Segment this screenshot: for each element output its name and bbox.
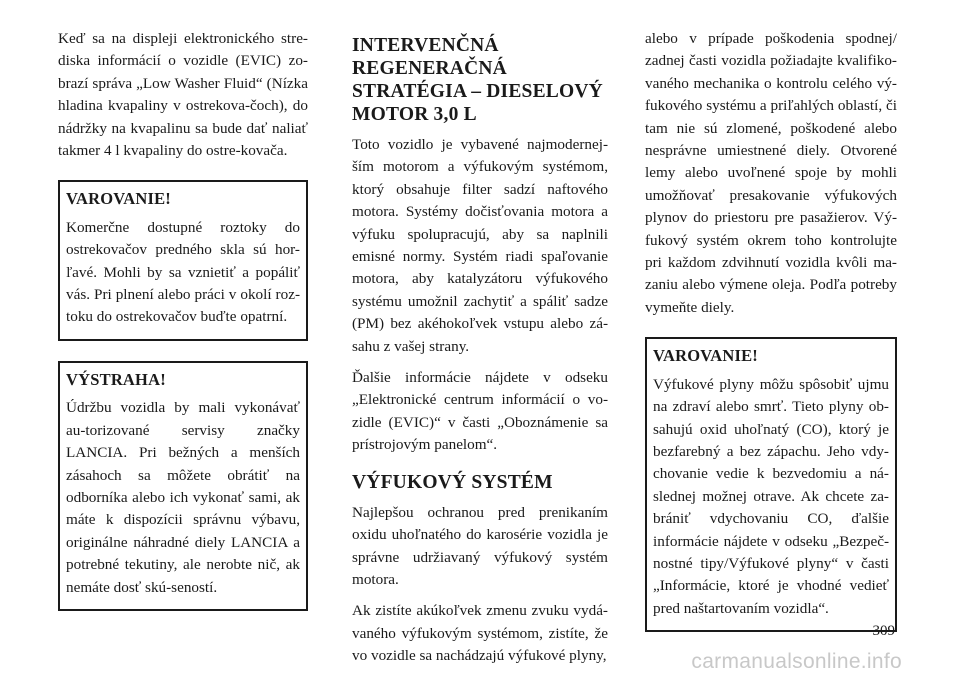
caution-box-maintenance <box>58 361 308 611</box>
exhaust-change-paragraph: Ak zistíte akúkoľvek zmenu zvuku vydá-vaného výfukovým systémom, zistíte, že vo vozidle sa nachádzajú výfukové plyny, <box>352 602 608 665</box>
page-number: 309 <box>872 623 895 639</box>
warning-box-washer <box>58 180 308 340</box>
warning-box-exhaust <box>645 337 897 632</box>
warning-title: VAROVANIE! <box>653 346 758 366</box>
warning-title: VAROVANIE! <box>66 189 171 209</box>
caution-text: Údržbu vozidla by mali vykonávať au-torizované servisy značky LANCIA. Pri bežných a menších zásahoch sa môžete obrátiť na odborníka alebo ich vykonať sami, ak máte k dispozícii správnu výbavu, originálne náhradné diely LANCIA a potrebné tekutiny, ale nerobte nič, ak nemáte dosť skú-seností. <box>66 399 300 596</box>
exhaust-inspection-paragraph: alebo v prípade poškodenia spodnej/ zadnej časti vozidla požiadajte kvalifiko-vaného mechanika o kontrolu celého vý-fukového systému a priľahlých oblastí, či tam nie sú zlomené, poškodené alebo nesprávne umiestnené diely. Otvorené lemy alebo uvoľnené spoje by mohli umožňovať presakovanie výfukových plynov do priestoru pre pasažierov. Vý-fukový systém okrem toho kontrolujte pri každom zdvihnutí vozidla kvôli ma-zaniu alebo výmene oleja. Podľa potreby vymeňte diely. <box>645 30 897 316</box>
exhaust-protection-paragraph: Najlepšou ochranou pred prenikaním oxidu uhoľnatého do karosérie vozidla je správne udržiavaný výfukový systém motora. <box>352 503 608 588</box>
evic-reference-paragraph: Ďalšie informácie nájdete v odseku „Elektronické centrum informácií o vo-zidle (EVIC)“ v časti „Oboznámenie sa prístrojovým panelom“. <box>352 369 608 454</box>
warning-text: Komerčne dostupné roztoky do ostrekovačov predného skla sú hor-ľavé. Mohli by sa vznietiť a popáliť vás. Pri plnení alebo práci v okolí roz-toku do ostrekovačov buďte opatrní. <box>66 218 300 326</box>
watermark-text: carmanualsonline.info <box>691 650 902 673</box>
washer-fluid-paragraph: Keď sa na displeji elektronického stre-diska informácií o vozidle (EVIC) zo-brazí správa „Low Washer Fluid“ (Nízka hladina kvapaliny v ostrekova-čoch), do nádržky na kvapalinu sa bude dať naliať takmer 4 l kvapaliny do ostre-kovača. <box>58 30 308 160</box>
regeneration-paragraph: Toto vozidlo je vybavené najmodernej-ším motorom a výfukovým systémom, ktorý obsahuje filter sadzí naftového motora. Systémy dočisťovania motora a výfuku spolupracujú, aby sa naplnili emisné normy. Systém riadi spaľovanie motora, aby katalyzátoru výfukového systému umožnil zachytiť a spáliť sadze (PM) bez akéhokoľvek vstupu alebo zá-sahu z vašej strany. <box>352 136 608 355</box>
section-heading-regeneration: INTERVENČNÁ REGENERAČNÁ STRATÉGIA – DIESELOVÝ MOTOR 3,0 L <box>352 35 603 125</box>
column-right <box>645 28 897 652</box>
column-left <box>58 28 308 631</box>
warning-text: Výfukové plyny môžu spôsobiť ujmu na zdraví alebo smrť. Tieto plyny ob-sahujú oxid uhoľnatý (CO), ktorý je bezfarebný a bez zápachu. Jeho vdy-chovanie vedie k bezvedomiu a ná-slednej možnej otrave. Ak chcete za-brániť vdychovaniu CO, ďalšie informácie nájdete v odseku „Bezpeč-nostné tipy/Výfukové plyny“ v časti „Informácie, ktoré je vhodné vedieť pred naštartovaním vozidla“. <box>653 375 889 617</box>
column-middle <box>352 28 608 677</box>
caution-title: VÝSTRAHA! <box>66 369 166 389</box>
section-heading-exhaust: VÝFUKOVÝ SYSTÉM <box>352 471 553 493</box>
